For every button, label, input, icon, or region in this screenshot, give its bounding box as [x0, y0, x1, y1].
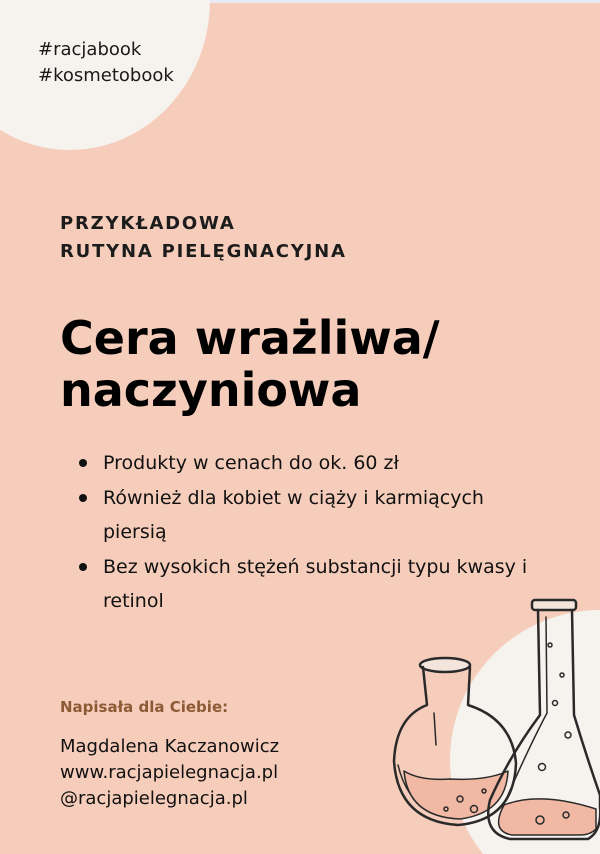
author-block	[60, 734, 279, 812]
author-website: www.racjapielegnacja.pl	[60, 762, 279, 783]
hashtag-racjabook: #racjabook	[38, 39, 142, 60]
author-handle: @racjapielegnacja.pl	[60, 788, 248, 809]
bullet-icon	[79, 563, 87, 571]
feature-list	[78, 446, 548, 619]
section-kicker	[60, 210, 347, 266]
round-flask-icon	[394, 658, 516, 825]
author-label: Napisała dla Ciebie:	[60, 698, 229, 716]
author-name: Magdalena Kaczanowicz	[60, 736, 280, 757]
title-line-1: Cera wrażliwa/	[60, 311, 440, 365]
list-item-text: Również dla kobiet w ciąży i karmiących piersią	[103, 487, 484, 543]
list-item-text: Produkty w cenach do ok. 60 zł	[103, 452, 399, 474]
hashtag-kosmetobook: #kosmetobook	[38, 65, 174, 86]
list-item	[78, 446, 548, 480]
kicker-line-2: RUTYNA PIELĘGNACYJNA	[60, 241, 347, 262]
hashtags	[38, 37, 174, 89]
kicker-line-1: PRZYKŁADOWA	[60, 213, 236, 234]
flasks-illustration	[390, 595, 600, 854]
list-item-text: Bez wysokich stężeń substancji typu kwasy i retinol	[103, 556, 528, 612]
title-line-2: naczyniowa	[60, 363, 362, 417]
list-item	[78, 481, 548, 549]
bullet-icon	[79, 459, 87, 467]
page-title	[60, 312, 440, 416]
bullet-icon	[79, 494, 87, 502]
